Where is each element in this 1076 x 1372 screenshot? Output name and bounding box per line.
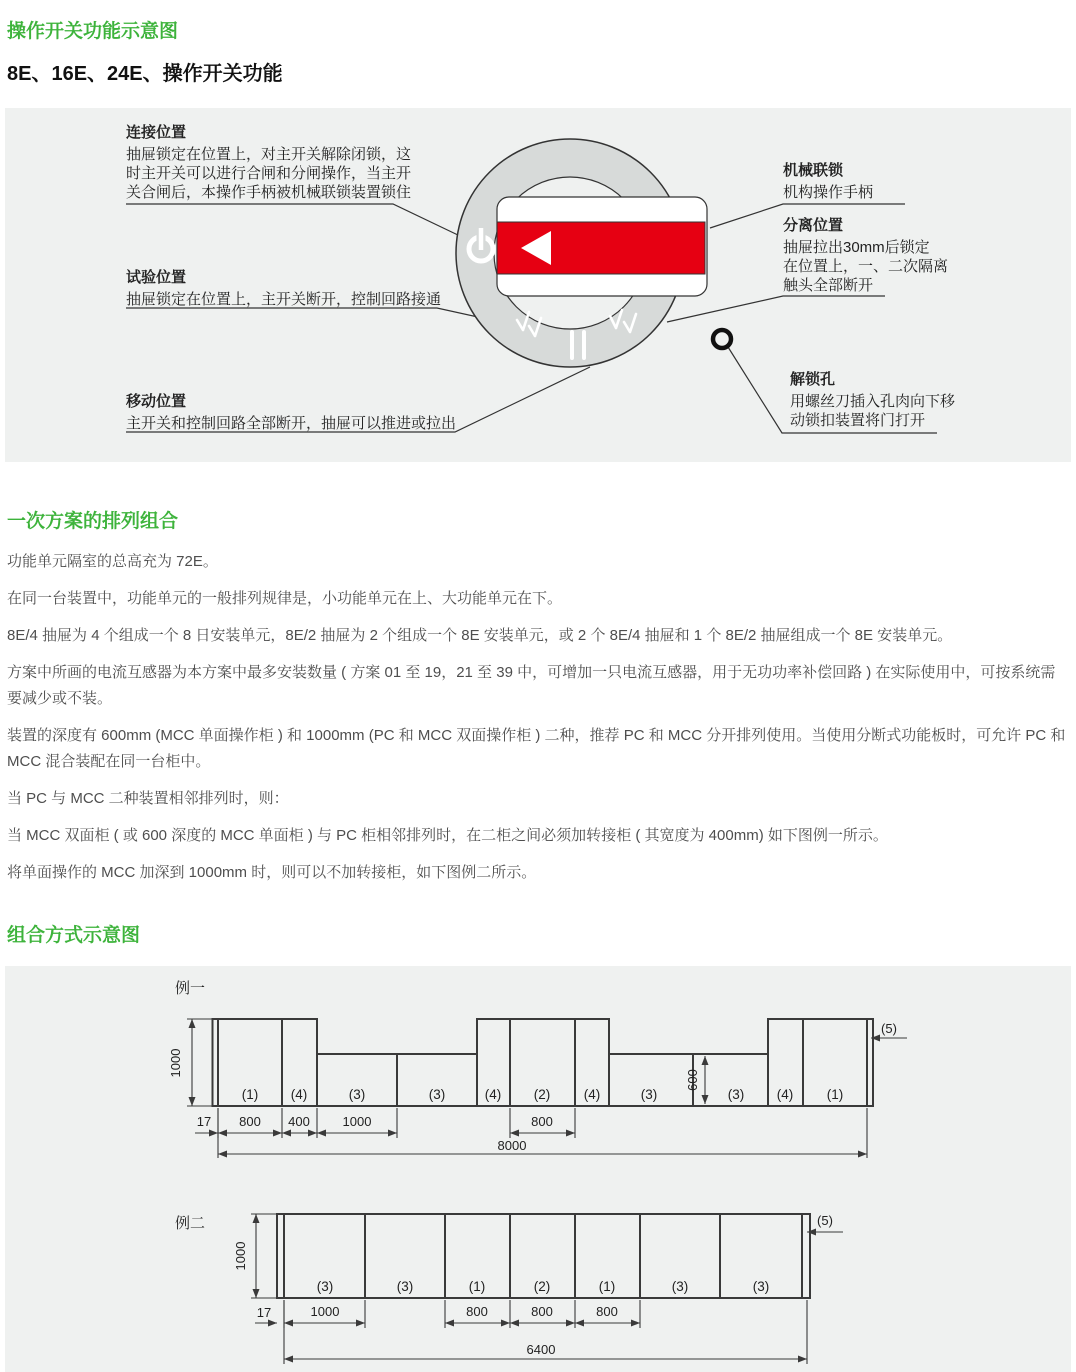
height-dim-label: 1000 [168,1048,183,1078]
end-panel [277,1214,284,1298]
block-label: (3) [671,1279,689,1294]
dim-label: 800 [531,1304,553,1319]
page-title: 操作开关功能示意图 [7,21,179,42]
callout-move: 移动位置 主开关和控制回路全部断开，抽屉可以推进或拉出 [126,393,457,432]
depth-dim-label: 600 [685,1069,700,1091]
block-label: (3) [640,1087,658,1102]
callout-connect: 连接位置 抽屉锁定在位置上，对主开关解除闭锁，这 时主开关可以进行合闸和分闸操作，当主开 关合闸后，本操作手柄被机械联锁装置锁住 [126,124,412,201]
block-label: (2) [533,1279,551,1294]
example2-label: 例二 [175,1215,206,1232]
block-label: (3) [727,1087,745,1102]
callout-interlock: 机械联锁 机构操作手柄 [783,162,874,201]
callout-separate: 分离位置 抽屉拉出30mm后锁定 在位置上，一、二次隔离 触头全部断开 [783,217,949,294]
end-panel [802,1214,810,1298]
end-panel [867,1019,873,1106]
paragraph: 当 MCC 双面柜 ( 或 600 深度的 MCC 单面柜 ) 与 PC 柜相邻排列时，在二柜之间必须加转接柜 ( 其宽度为 400mm) 如下图例一所示。 [7,827,888,844]
example1-figure [168,980,907,1158]
dim-label: 1000 [342,1114,372,1129]
paragraph: 将单面操作的 MCC 加深到 1000mm 时，则可以不加转接柜，如下图例二所示。 [7,864,537,881]
block-label: (4) [776,1087,794,1102]
combination-drawing [5,966,1071,1372]
block-label: (2) [533,1087,551,1102]
switch-diagram-panel [5,108,1071,462]
block-label: (4) [290,1087,308,1102]
block-label: (4) [484,1087,502,1102]
paragraph: 装置的深度有 600mm (MCC 单面操作柜 ) 和 1000mm (PC 和 MCC 双面操作柜 ) 二种，推荐 PC 和 MCC 分开排列使用。当使用分断式功能板时，可允许 PC 和 MCC 混合装配在同一台柜中。 [7,727,1066,770]
block-label: (3) [396,1279,414,1294]
paragraph: 当 PC 与 MCC 二种装置相邻排列时，则： [7,790,289,807]
block-label: (3) [428,1087,446,1102]
dim-label: 800 [466,1304,488,1319]
page-header [0,0,1076,86]
block-label: (3) [316,1279,334,1294]
dim-label: 17 [256,1305,272,1320]
example2-figure [175,1213,843,1364]
unlock-hole-icon [713,330,731,348]
combination-diagram-panel [5,966,1071,1372]
block-label: (1) [598,1279,616,1294]
dim-label: 17 [196,1114,212,1129]
example1-label: 例一 [175,980,206,997]
dim-label: 800 [239,1114,261,1129]
height-dim-label: 1000 [233,1241,248,1271]
paragraph: 在同一台装置中，功能单元的一般排列规律是，小功能单元在上、大功能单元在下。 [7,590,563,607]
block-label: (4) [583,1087,601,1102]
block-label: (1) [241,1087,259,1102]
page-subtitle: 8E、16E、24E、操作开关功能 [7,63,283,85]
block-label: (1) [468,1279,486,1294]
dim-label: 800 [596,1304,618,1319]
dim-label: 800 [531,1114,553,1129]
paragraph: 方案中所画的电流互感器为本方案中最多安装数量 ( 方案 01 至 19，21 至 39 中，可增加一只电流互感器，用于无功功率补偿回路 ) 在实际使用中，可按系统需要减少或不装。 [7,664,1056,707]
arrangement-section [0,506,1076,947]
dim-label: 1000 [310,1304,340,1319]
total-dim-label: 8000 [497,1138,527,1153]
paragraph: 功能单元隔室的总高充为 72E。 [7,553,218,570]
dim-label: 400 [288,1114,310,1129]
end-panel-label: (5) [881,1021,897,1036]
section3-heading: 组合方式示意图 [7,925,141,946]
block-label: (1) [826,1087,844,1102]
callout-unlock: 解锁孔 用螺丝刀插入孔肉向下移 动锁扣装置将门打开 [790,371,956,429]
block-label: (3) [752,1279,770,1294]
total-dim-label: 6400 [526,1342,556,1357]
paragraph: 8E/4 抽屉为 4 个组成一个 8 日安装单元，8E/2 抽屉为 2 个组成一个 8E 安装单元，或 2 个 8E/4 抽屉和 1 个 8E/2 抽屉组成一个 8E 安装单元。 [7,627,953,644]
section2-heading: 一次方案的排列组合 [7,511,179,532]
callout-test: 试验位置 抽屉锁定在位置上，主开关断开，控制回路接通 [126,269,442,308]
block-label: (3) [348,1087,366,1102]
end-panel-label: (5) [817,1213,833,1228]
